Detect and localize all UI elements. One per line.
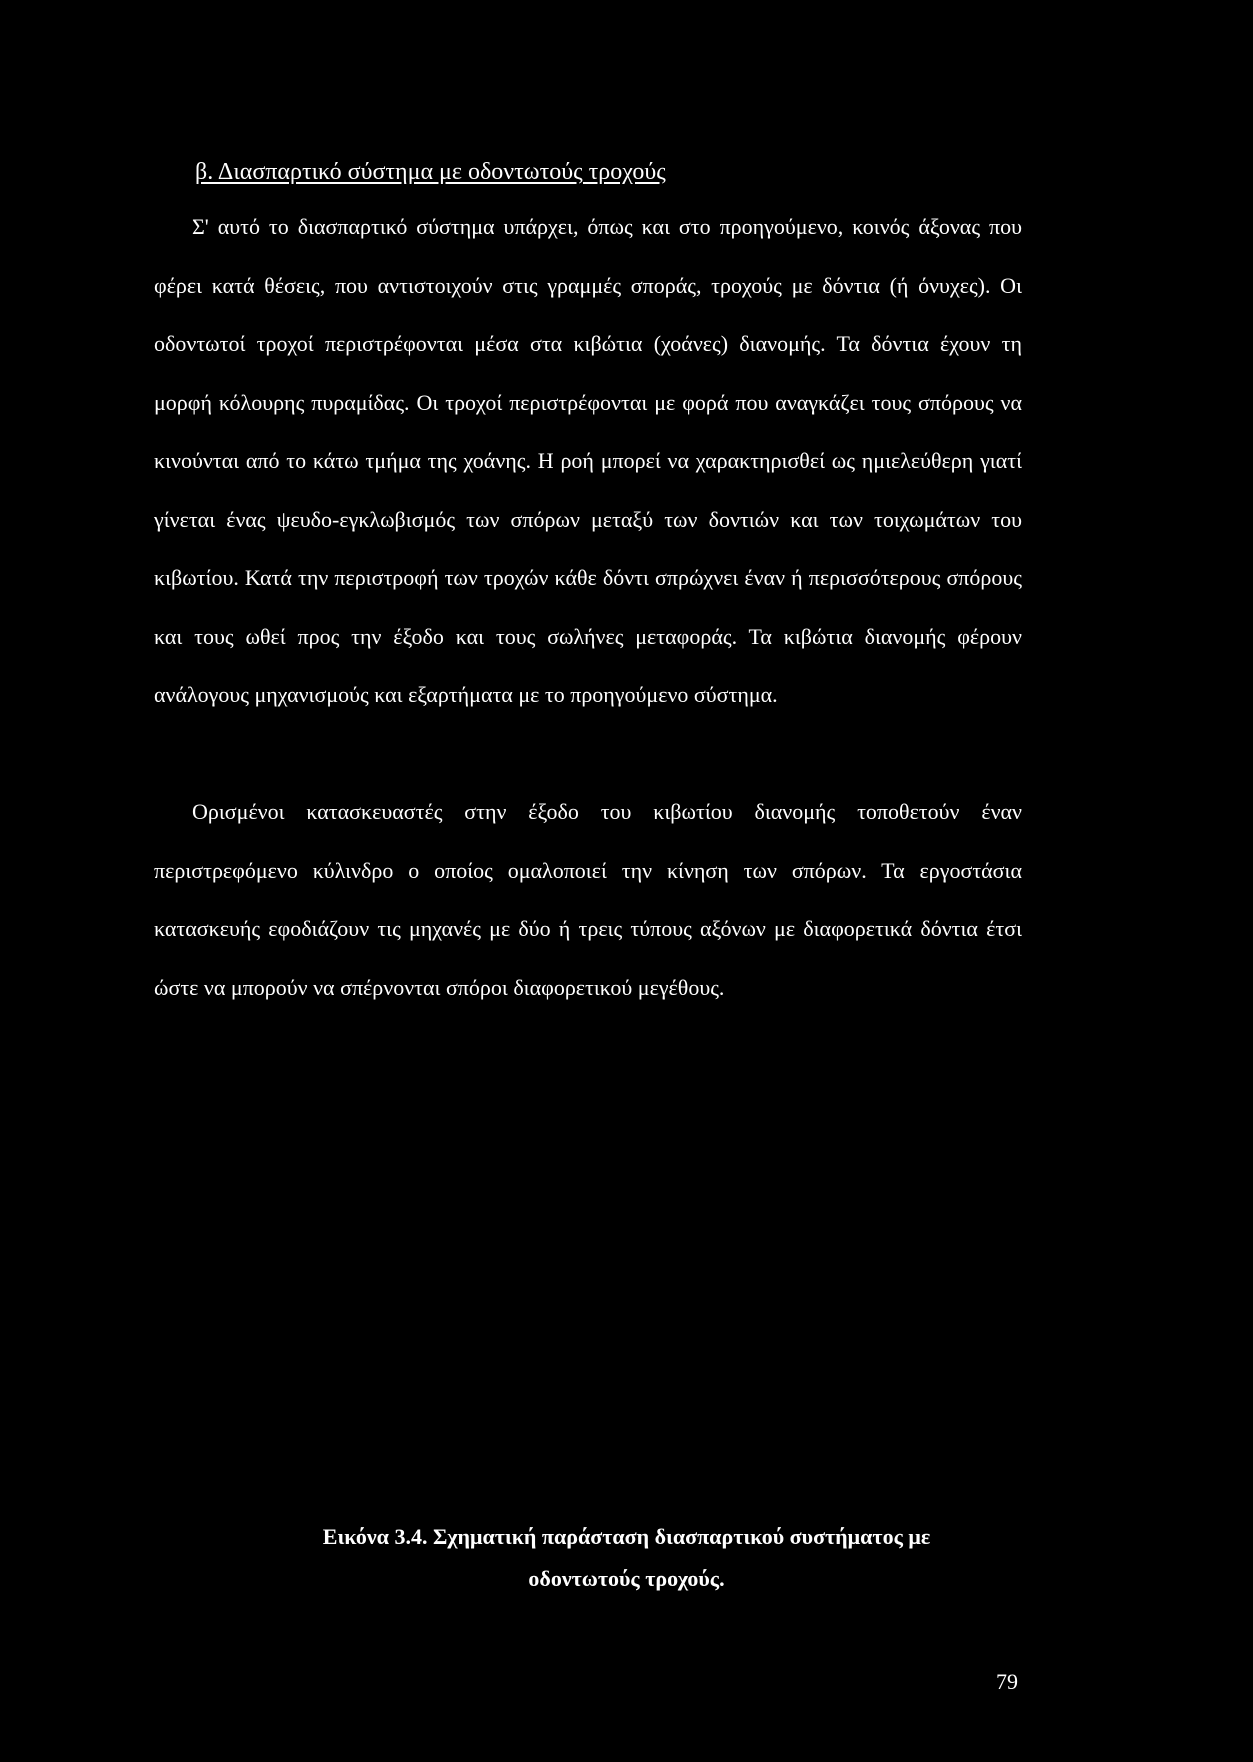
figure-caption-line: οδοντωτούς τροχούς. [528,1566,725,1591]
page-number: 79 [996,1669,1018,1694]
figure-caption [154,1516,1099,1600]
section-heading: β. Διασπαρτικό σύστημα με οδοντωτούς τροχούς [195,159,666,185]
body-paragraph: Ορισμένοι κατασκευαστές στην έξοδο του κιβωτίου διανομής τοποθετούν έναν περιστρεφόμενο κύλινδρο ο οποίος ομαλοποιεί την κίνηση των σπόρων. Τα εργοστάσια κατασκευής εφοδιάζουν τις μηχανές με δύο ή τρεις τύπους αξόνων με διαφορετικά δόντια έτσι ώστε να μπορούν να σπέρνονται σπόροι διαφορετικού μεγέθους. [154,799,1022,1000]
figure-caption-line: Εικόνα 3.4. Σχηματική παράσταση διασπαρτικού συστήματος με [322,1524,931,1549]
body-paragraph: Σ' αυτό το διασπαρτικό σύστημα υπάρχει, όπως και στο προηγούμενο, κοινός άξονας που φέρει κατά θέσεις, που αντιστοιχούν στις γραμμές σποράς, τροχούς με δόντια (ή όνυχες). Οι οδοντωτοί τροχοί περιστρέφονται μέσα στα κιβώτια (χοάνες) διανομής. Τα δόντια έχουν τη μορφή κόλουρης πυραμίδας. Οι τροχοί περιστρέφονται με φορά που αναγκάζει τους σπόρους να κινούνται από το κάτω τμήμα της χοάνης. Η ροή μπορεί να χαρακτηρισθεί ως ημιελεύθερη γιατί γίνεται ένας ψευδο-εγκλωβισμός των σπόρων μεταξύ των δοντιών και των τοιχωμάτων του κιβωτίου. Κατά την περιστροφή των τροχών κάθε δόντι σπρώχνει έναν ή περισσότερους σπόρους και τους ωθεί προς την έξοδο και τους σωλήνες μεταφοράς. Τα κιβώτια διανομής φέρουν ανάλογους μηχανισμούς και εξαρτήματα με το προηγούμενο σύστημα. [154,214,1022,707]
